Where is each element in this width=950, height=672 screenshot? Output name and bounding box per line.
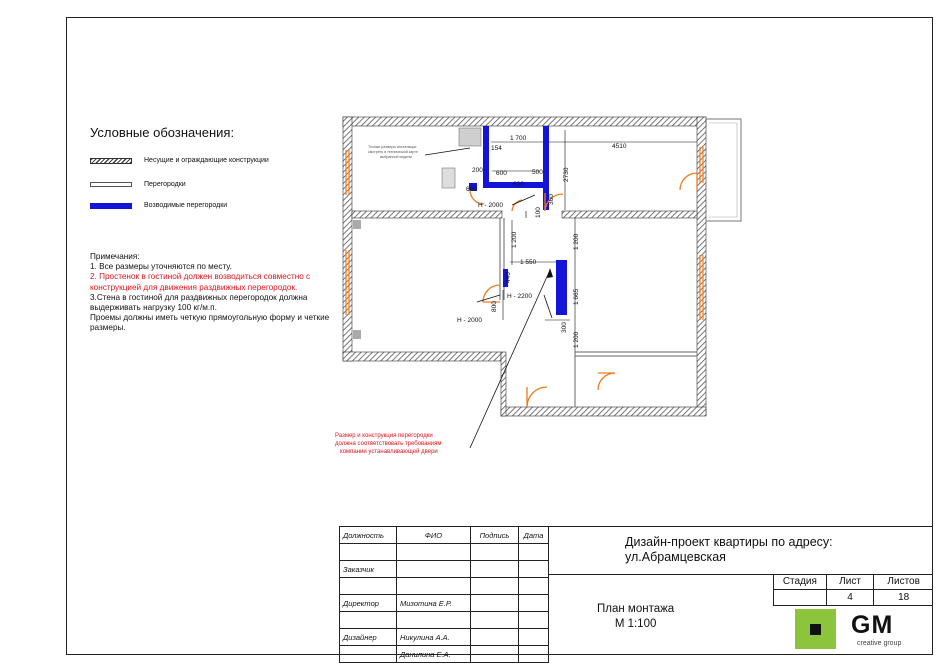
role-cell: Директор (340, 595, 397, 612)
dim-1665: 1 665 (573, 288, 580, 305)
svg-text:Размер и конструкция перегород: Размер и конструкция перегородки (335, 433, 433, 439)
dim-100: 100 (535, 207, 542, 218)
svg-text:1 550: 1 550 (520, 259, 537, 266)
stage-label: Стадия (774, 574, 827, 590)
svg-text:должна соответствовать требова: должна соответствовать требованиям (335, 441, 442, 447)
header-name: ФИО (397, 527, 471, 544)
svg-text:600: 600 (466, 186, 477, 193)
legend-label: Несущие и ограждающие конструкции (144, 157, 269, 164)
svg-text:500: 500 (532, 169, 543, 176)
balcony-outline (706, 119, 741, 221)
dimension-lines (491, 130, 697, 352)
sheets-label: Листов (874, 574, 933, 590)
header-date: Дата (519, 527, 549, 544)
header-role: Должность (340, 527, 397, 544)
legend-title: Условные обозначения: (90, 125, 235, 140)
svg-text:выбранной модели: выбранной модели (380, 155, 412, 159)
scale-text: М 1:100 (614, 618, 657, 630)
note-4: Проемы должны иметь четкую прямоугольную форму и четкие размеры. (90, 313, 330, 333)
svg-text:Н - 2000: Н - 2000 (457, 317, 482, 324)
dimension-labels (457, 135, 627, 324)
role-cell (340, 612, 397, 629)
dim-800: 800 (491, 301, 498, 312)
sheet-name-text: План монтажа (597, 603, 675, 615)
role-cell (340, 544, 397, 561)
title-block (339, 526, 933, 659)
name-cell (397, 561, 471, 578)
dim-1200-a: 1 200 (511, 231, 518, 248)
header-signature: Подпись (471, 527, 519, 544)
svg-text:компании устанавливающей двери: компании устанавливающей двери (340, 449, 438, 455)
legend-label: Перегородки (144, 181, 186, 188)
svg-text:600: 600 (496, 170, 507, 177)
svg-text:1 700: 1 700 (510, 135, 527, 142)
dim-1200-b: 1 200 (573, 233, 580, 250)
dim-300: 300 (561, 322, 568, 333)
callout-installation (368, 145, 418, 159)
dim-360: 360 (548, 194, 555, 205)
project-title (625, 535, 833, 565)
stage-table (773, 574, 933, 606)
name-cell (397, 544, 471, 561)
legend-label: Возводимые перегородки (144, 202, 228, 209)
note-2: 2. Простенок в гостиной должен возводиться совместно с конструкцией для движения раздвижных перегородок. (90, 272, 311, 292)
note-3: 3.Стена в гостиной для раздвижных перегородок должна выдерживать нагрузку 100 кг/м.п. (90, 292, 308, 313)
svg-text:Н - 2000: Н - 2000 (478, 202, 503, 209)
sheet-value: 4 (826, 590, 874, 606)
stage-value (774, 590, 827, 606)
project-address: ул.Абрамцевская (625, 550, 726, 564)
svg-text:смотреть в технической карте: смотреть в технической карте (368, 150, 418, 154)
sheets-value: 18 (874, 590, 933, 606)
notes-heading: Примечания: (90, 252, 140, 261)
note-1: 1. Все размеры уточняются по месту. (90, 262, 232, 272)
logo-text: GM (851, 611, 894, 639)
signature-table (339, 526, 549, 663)
svg-text:Н - 2200: Н - 2200 (507, 293, 532, 300)
svg-text:200: 200 (472, 167, 483, 174)
role-cell: Заказчик (340, 561, 397, 578)
svg-text:4510: 4510 (612, 143, 627, 150)
svg-text:600: 600 (513, 181, 524, 188)
logo-subtitle: creative group (857, 640, 902, 647)
dim-1200-c: 1 200 (573, 331, 580, 348)
new-partitions (469, 126, 567, 315)
column-marker (353, 220, 361, 229)
svg-text:154: 154 (491, 145, 502, 152)
name-cell (397, 612, 471, 629)
installation-fixture (459, 128, 481, 146)
partitions (500, 211, 697, 407)
svg-text:Точные размеры инсталяции: Точные размеры инсталяции (368, 145, 417, 149)
name-cell: Никулина А.А. (397, 629, 471, 646)
load-bearing-walls (343, 117, 706, 416)
sheet-label: Лист (826, 574, 874, 590)
role-cell (340, 646, 397, 663)
role-cell (340, 578, 397, 595)
sheet-name (597, 602, 674, 632)
leader-lines (425, 148, 552, 448)
name-cell: Мизотина Е.Р. (397, 595, 471, 612)
column-marker (353, 330, 361, 339)
role-cell: Дизайнер (340, 629, 397, 646)
dim-440: 440 (505, 272, 512, 283)
project-title-line: Дизайн-проект квартиры по адресу: (625, 535, 833, 549)
toilet-fixture (442, 168, 455, 188)
name-cell (397, 578, 471, 595)
name-cell: Данилина Е.А. (397, 646, 471, 663)
logo-icon (795, 609, 836, 649)
callout-door-partition (335, 433, 442, 455)
dim-2730: 2730 (563, 167, 570, 182)
